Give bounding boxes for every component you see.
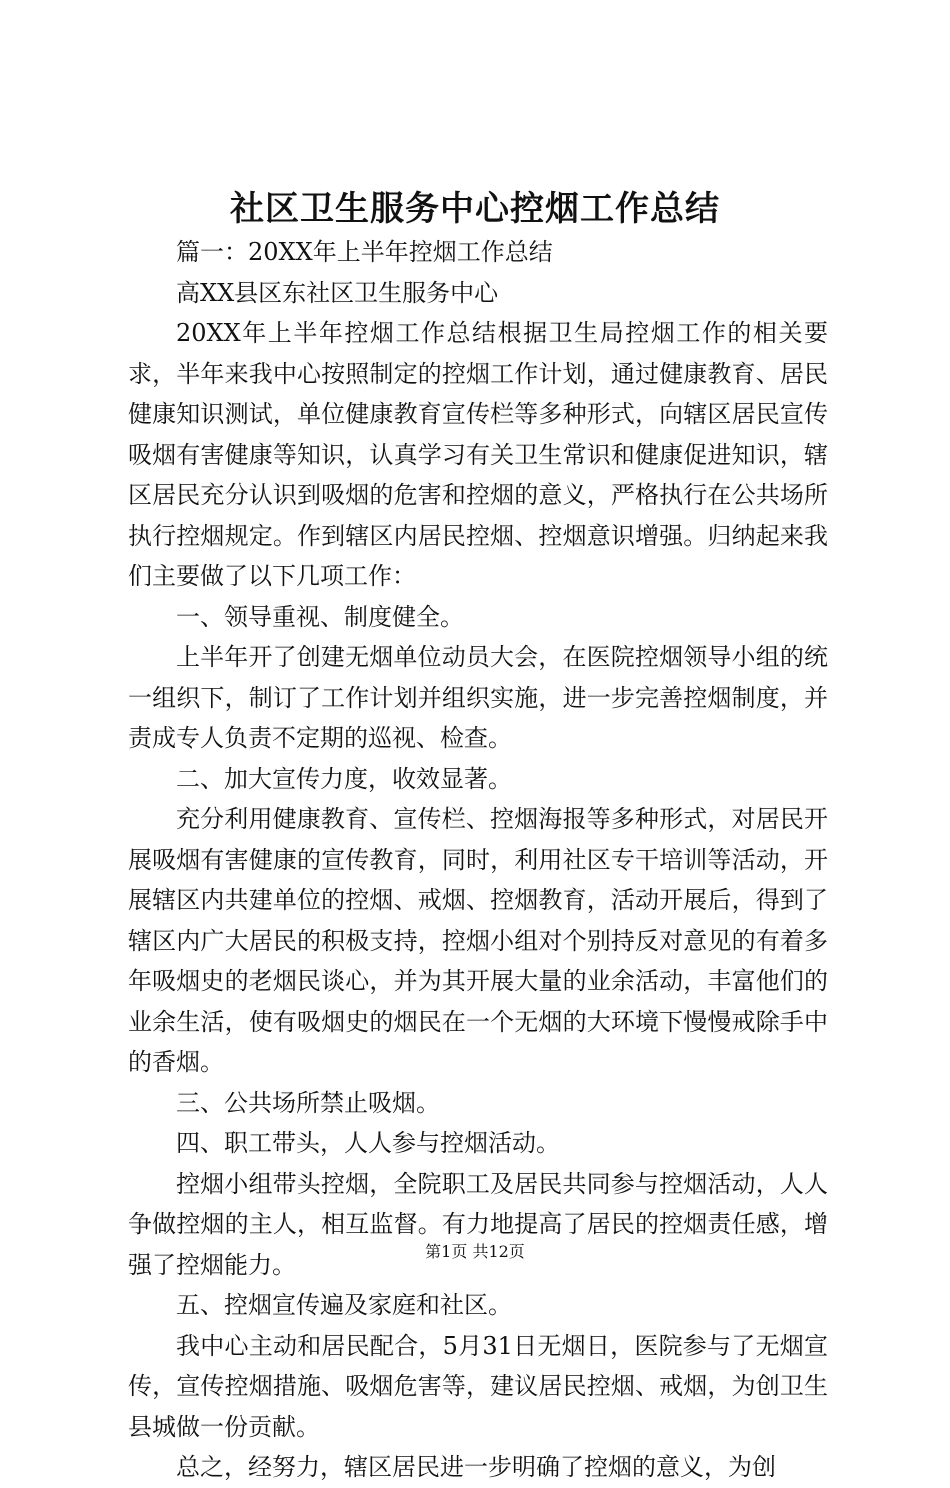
paragraph-conclusion: 总之，经努力，辖区居民进一步明确了控烟的意义，为创 (176, 1453, 776, 1481)
paragraph-item-2-heading: 二、加大宣传力度，收效显著。 (176, 764, 512, 793)
document-body (128, 232, 828, 1488)
paragraph-item-1-body: 上半年开了创建无烟单位动员大会，在医院控烟领导小组的统一组织下，制订了工作计划并组织实施，进一步完善控烟制度，并责成专人负责不定期的巡视、检查。 (128, 643, 828, 752)
paragraph-intro: 20XX年上半年控烟工作总结根据卫生局控烟工作的相关要求，半年来我中心按照制定的控烟工作计划，通过健康教育、居民健康知识测试，单位健康教育宣传栏等多种形式，向辖区居民宣传吸烟有害健康等知识，认真学习有关卫生常识和健康促进知识，辖区居民充分认识到吸烟的危害和控烟的意义，严格执行在公共场所执行控烟规定。作到辖区内居民控烟、控烟意识增强。归纳起来我们主要做了以下几项工作： (128, 319, 828, 590)
paragraph-item-5-heading: 五、控烟宣传遍及家庭和社区。 (176, 1291, 512, 1319)
document-title: 社区卫生服务中心控烟工作总结 (230, 189, 720, 229)
page-footer: 第1页 共12页 (425, 1242, 525, 1261)
paragraph-organization: 高XX县区东社区卫生服务中心 (176, 278, 499, 307)
paragraph-item-5-body: 我中心主动和居民配合，5月31日无烟日，医院参与了无烟宣传，宣传控烟措施、吸烟危害等，建议居民控烟、戒烟，为创卫生县城做一份贡献。 (128, 1331, 828, 1441)
paragraph-item-2-body: 充分利用健康教育、宣传栏、控烟海报等多种形式，对居民开展吸烟有害健康的宣传教育，同时，利用社区专干培训等活动，开展辖区内共建单位的控烟、戒烟、控烟教育，活动开展后，得到了辖区内广大居民的积极支持，控烟小组对个别持反对意见的有着多年吸烟史的老烟民谈心，并为其开展大量的业余活动，丰富他们的业余生活，使有吸烟史的烟民在一个无烟的大环境下慢慢戒除手中的香烟。 (128, 805, 828, 1076)
paragraph-item-4-body: 控烟小组带头控烟，全院职工及居民共同参与控烟活动，人人争做控烟的主人，相互监督。有力地提高了居民的控烟责任感，增强了控烟能力。 (128, 1169, 828, 1279)
paragraph-item-4-heading: 四、职工带头，人人参与控烟活动。 (176, 1129, 560, 1157)
paragraph-item-1-heading: 一、领导重视、制度健全。 (176, 602, 464, 631)
paragraph-item-3-heading: 三、公共场所禁止吸烟。 (176, 1088, 440, 1117)
paragraph-section-heading: 篇一：20XX年上半年控烟工作总结 (176, 238, 553, 266)
